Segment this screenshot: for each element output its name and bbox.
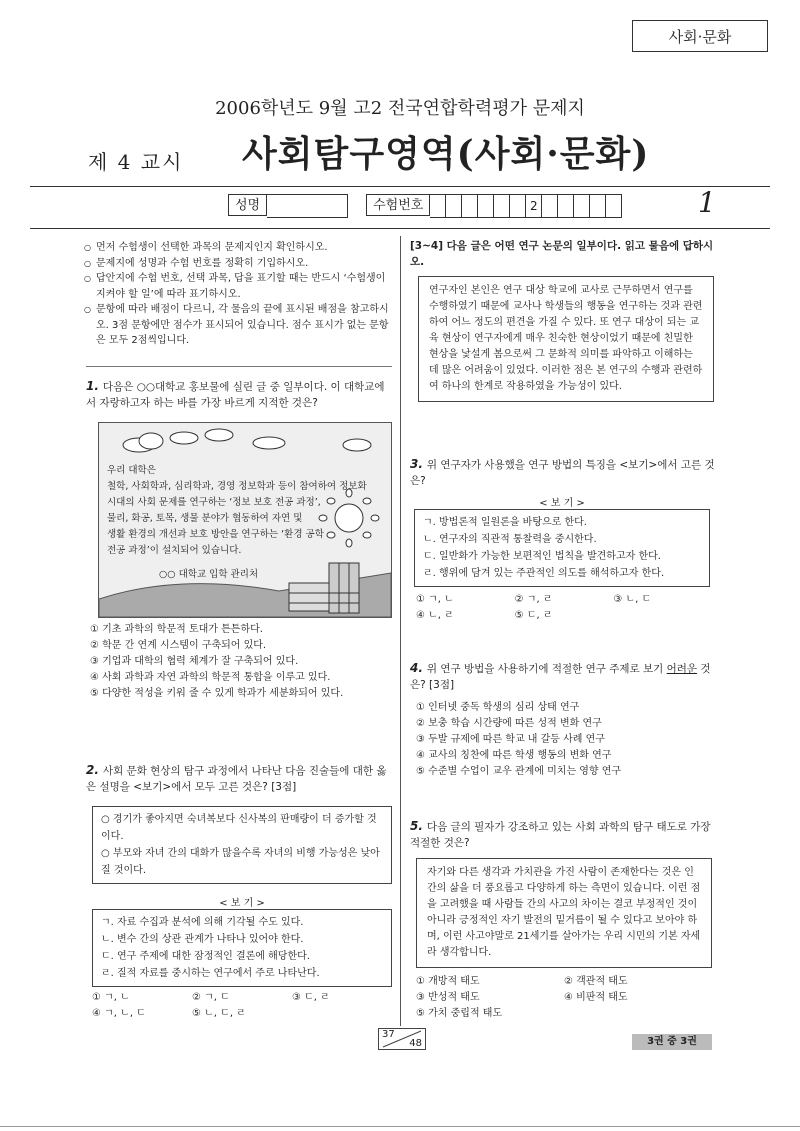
question-1 xyxy=(86,378,392,411)
exam-no-cell[interactable] xyxy=(494,194,510,218)
answer-option[interactable]: ③ ㄴ, ㄷ xyxy=(613,594,652,605)
exam-no-cell[interactable] xyxy=(558,194,574,218)
exam-no-cell[interactable] xyxy=(542,194,558,218)
notice-item: ○ 문제지에 성명과 수험 번호를 정확히 기입하시오. xyxy=(86,256,392,272)
exam-no-cell[interactable] xyxy=(574,194,590,218)
illustration-text xyxy=(107,463,367,583)
volume-badge: 3권 중 3권 xyxy=(632,1034,712,1050)
answer-option[interactable]: ⑤ 수준별 수업이 교우 관계에 미치는 영향 연구 xyxy=(416,766,622,777)
illus-sign: ○○ 대학교 입학 관리처 xyxy=(159,569,259,580)
header-rule xyxy=(30,186,770,187)
question-stem: 다음 글의 필자가 강조하고 있는 사회 과학의 탐구 태도로 가장 적절한 것은? xyxy=(410,821,711,849)
q2-bogi xyxy=(92,894,392,987)
answer-option[interactable]: ⑤ ㄷ, ㄹ xyxy=(514,610,553,621)
question-4 xyxy=(410,660,716,693)
bogi-title: < 보 기 > xyxy=(539,498,585,509)
question-number: 3. xyxy=(410,457,423,471)
exam-no-cell[interactable] xyxy=(446,194,462,218)
illus-line: 생활 환경의 개선과 보호 방안을 연구하는 ‘환경 공학 xyxy=(107,529,324,540)
notice-item: ○ 답안지에 수험 번호, 선택 과목, 답을 표기할 때는 반드시 ‘수험생이 지켜야 할 일’에 따라 표기하시오. xyxy=(86,271,392,302)
q34-passage: 연구자인 본인은 연구 대상 학교에 교사로 근무하면서 연구를 수행하였기 때문에 교사나 학생들의 행동을 연구하는 것과 관련하여 어느 정도의 편견을 가질 수 있다. 또 연구 대상이 되는 교육 현상이 연구자에게 매우 친숙한 현상이었기 때문에 친밀한 현상을 낯설게 봄으로써 그 문화적 의미를 파악하고 이해하는 데 많은 어려움이 있었다. 이러한 점은 본 연구의 수행과 관련하여 하나의 한계로 작용하였을 가능성이 있다. xyxy=(418,276,714,402)
answer-option[interactable]: ② 학문 간 연계 시스템이 구축되어 있다. xyxy=(90,640,267,651)
column-divider xyxy=(400,236,401,1026)
q3-bogi xyxy=(414,494,710,587)
notice-rule xyxy=(86,366,392,367)
answer-option[interactable]: ⑤ ㄴ, ㄷ, ㄹ xyxy=(192,1008,246,1019)
answer-option[interactable]: ③ 두발 규제에 따른 학교 내 갈등 사례 연구 xyxy=(416,734,605,745)
q4-options xyxy=(416,700,712,780)
bogi-item: ㄴ. 연구자의 직관적 통찰력을 중시한다. xyxy=(423,534,597,545)
illus-line: 철학, 사회학과, 심리학과, 경영 정보학과 등이 참여하여 정보화 xyxy=(107,481,367,492)
page-title: 사회탐구영역(사회·문화) xyxy=(242,133,650,175)
answer-option[interactable]: ③ 반성적 태도 xyxy=(416,992,480,1003)
footer-page-counter xyxy=(378,1028,426,1050)
question-3 xyxy=(410,456,716,489)
answer-option[interactable]: ② 객관적 태도 xyxy=(564,976,628,987)
exam-no-cell[interactable] xyxy=(590,194,606,218)
answer-option[interactable]: ④ ㄴ, ㄹ xyxy=(416,610,454,621)
id-row xyxy=(228,194,622,216)
exam-no-cell[interactable] xyxy=(478,194,494,218)
header-rule-bottom xyxy=(30,228,770,229)
page-number: 1 xyxy=(698,186,716,219)
exam-no-cell[interactable] xyxy=(606,194,622,218)
bogi-item: ㄹ. 질적 자료를 중시하는 연구에서 주로 나타난다. xyxy=(101,968,320,979)
question-stem: 사회 문화 현상의 탐구 과정에서 나타난 다음 진술들에 대한 옳은 설명을 <보기>에서 모두 고른 것은? [3점] xyxy=(86,765,387,793)
q5-options xyxy=(416,974,712,1022)
q3-options xyxy=(416,592,712,624)
q1-options xyxy=(90,622,390,702)
question-stem: 위 연구자가 사용했을 연구 방법의 특징을 <보기>에서 고른 것은? xyxy=(410,459,715,487)
illus-line: 전공 과정’이 설치되어 있습니다. xyxy=(107,545,242,556)
answer-option[interactable]: ② 보충 학습 시간량에 따른 성적 변화 연구 xyxy=(416,718,602,729)
answer-option[interactable]: ⑤ 다양한 적성을 키워 줄 수 있게 학과가 세분화되어 있다. xyxy=(90,688,344,699)
question-number: 2. xyxy=(86,763,99,777)
answer-option[interactable]: ① ㄱ, ㄴ xyxy=(416,594,454,605)
notice-list xyxy=(86,240,392,349)
bogi-item: ㄹ. 행위에 담겨 있는 주관적인 의도를 해석하고자 한다. xyxy=(423,568,665,579)
exam-title: 2006학년도 9월 고2 전국연합학력평가 문제지 xyxy=(215,98,585,119)
bogi-box xyxy=(414,509,710,587)
question-stem: 것은? [3점] xyxy=(410,663,711,691)
exam-no-cell[interactable] xyxy=(510,194,526,218)
answer-option[interactable]: ④ ㄱ, ㄴ, ㄷ xyxy=(92,1008,146,1019)
answer-option[interactable]: ③ 기업과 대학의 협력 체계가 잘 구축되어 있다. xyxy=(90,656,299,667)
exam-no-cell[interactable] xyxy=(462,194,478,218)
q2-statements xyxy=(92,806,392,884)
exam-no-digit: 2 xyxy=(526,194,542,218)
illus-line: 물리, 화공, 토목, 생물 분야가 협동하여 자연 및 xyxy=(107,513,303,524)
bogi-item: ㄱ. 자료 수집과 분석에 의해 기각될 수도 있다. xyxy=(101,917,304,928)
exam-no-label: 수험번호 xyxy=(366,194,430,216)
question-5 xyxy=(410,818,716,851)
bogi-item: ㄴ. 변수 간의 상관 관계가 나타나 있어야 한다. xyxy=(101,934,304,945)
q5-passage: 자기와 다른 생각과 가치관을 가진 사람이 존재한다는 것은 인간의 삶을 더 풍요롭고 다양하게 하는 측면이 있습니다. 이런 점을 고려했을 때 사람들 간의 사고의 차이는 결코 부정적인 것이 아니라 긍정적인 자기 발전의 밑거름이 될 수 있다고 보아야 하며, 이런 사고야말로 21세기를 살아가는 우리 시민의 기본 자세라 생각합니다. xyxy=(416,858,712,968)
answer-option[interactable]: ④ 교사의 칭찬에 따른 학생 행동의 변화 연구 xyxy=(416,750,612,761)
answer-option[interactable]: ④ 비판적 태도 xyxy=(564,992,628,1003)
period-label: 제 4 교시 xyxy=(88,150,184,174)
exam-no-cell[interactable] xyxy=(430,194,446,218)
bogi-item: ㄷ. 연구 주제에 대한 잠정적인 결론에 해당한다. xyxy=(101,951,310,962)
answer-option[interactable]: ① 인터넷 중독 학생의 심리 상태 연구 xyxy=(416,702,580,713)
illus-line: 시대의 사회 문제를 연구하는 ‘정보 보호 전공 과정’, xyxy=(107,497,321,508)
name-field[interactable] xyxy=(267,194,348,218)
bogi-box xyxy=(92,909,392,987)
answer-option[interactable]: ② ㄱ, ㄷ xyxy=(192,992,230,1003)
illustration xyxy=(98,422,392,618)
notice-item: ○ 먼저 수험생이 선택한 과목의 문제지인지 확인하시오. xyxy=(86,240,392,256)
answer-option[interactable]: ① ㄱ, ㄴ xyxy=(92,992,130,1003)
page-total: 48 xyxy=(409,1038,422,1049)
question-number: 1. xyxy=(86,379,99,393)
subject-box: 사회·문화 xyxy=(632,20,768,52)
question-stem: 다음은 ○○대학교 홍보물에 실린 글 중 일부이다. 이 대학교에서 자랑하고자 하는 바를 가장 바르게 지적한 것은? xyxy=(86,381,385,409)
answer-option[interactable]: ① 기초 과학의 학문적 토대가 튼튼하다. xyxy=(90,624,263,635)
bogi-title: < 보 기 > xyxy=(219,898,265,909)
bogi-item: ㄷ. 일반화가 가능한 보편적인 법칙을 발견하고자 한다. xyxy=(423,551,661,562)
illus-line: 우리 대학은 xyxy=(107,465,156,476)
page-current: 37 xyxy=(382,1029,395,1040)
page-bottom-rule xyxy=(0,1126,800,1127)
q34-header: [3~4] 다음 글은 어떤 연구 논문의 일부이다. 읽고 물음에 답하시오. xyxy=(410,240,714,268)
answer-option[interactable]: ① 개방적 태도 xyxy=(416,976,480,987)
q2-options xyxy=(92,990,392,1022)
name-label: 성명 xyxy=(228,194,267,216)
question-number: 5. xyxy=(410,819,423,833)
statement: ○ 부모와 자녀 간의 대화가 많을수록 자녀의 비행 가능성은 낮아질 것이다. xyxy=(101,848,380,876)
question-2 xyxy=(86,762,392,795)
bogi-item: ㄱ. 방법론적 일원론을 바탕으로 한다. xyxy=(423,517,587,528)
answer-option[interactable]: ④ 사회 과학과 자연 과학의 학문적 통합을 이루고 있다. xyxy=(90,672,331,683)
answer-option[interactable]: ② ㄱ, ㄹ xyxy=(514,594,553,605)
question-stem: 위 연구 방법을 사용하기에 적절한 연구 주제로 보기 xyxy=(426,663,667,675)
answer-option[interactable]: ⑤ 가치 중립적 태도 xyxy=(416,1008,503,1019)
answer-option[interactable]: ③ ㄷ, ㄹ xyxy=(292,992,330,1003)
question-number: 4. xyxy=(410,661,423,675)
notice-item: ○ 문항에 따라 배점이 다르니, 각 물음의 끝에 표시된 배점을 참고하시오. 3점 문항에만 점수가 표시되어 있습니다. 점수 표시가 없는 문항은 모두 2점씩입니다. xyxy=(86,302,392,349)
statement: ○ 경기가 좋아지면 숙녀복보다 신사복의 판매량이 더 증가할 것이다. xyxy=(101,814,377,842)
question-stem-emphasis: 어려운 xyxy=(666,663,698,675)
